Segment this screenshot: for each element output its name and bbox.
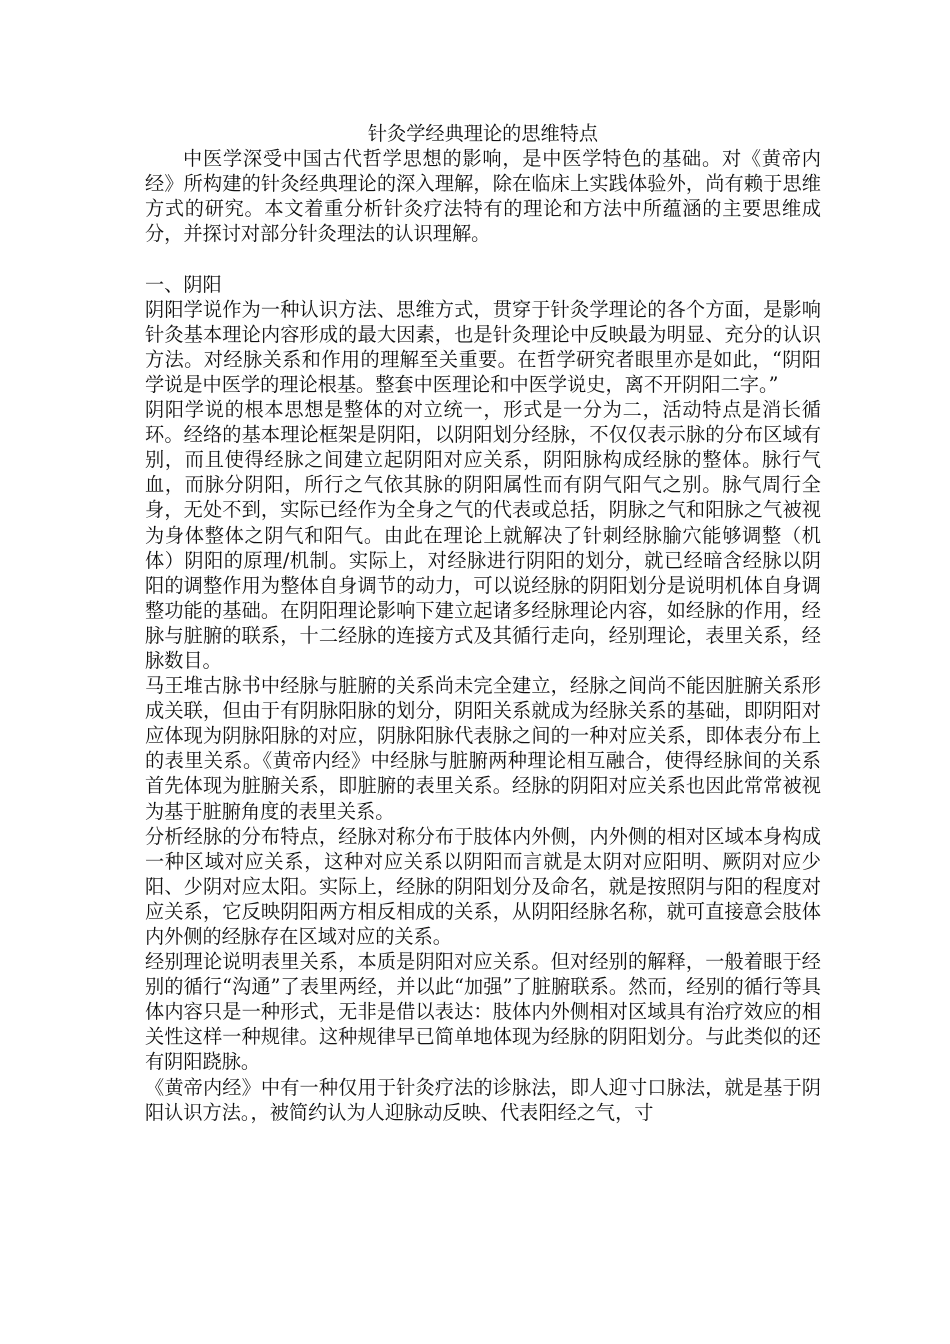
body-paragraph: 阴阳学说作为一种认识方法、思维方式，贯穿于针灸学理论的各个方面，是影响针灸基本理论内容形成的最大因素，也是针灸理论中反映最为明显、充分的认识方法。对经脉关系和作用的理解至关重要。在哲学研究者眼里亦是如此，“阴阳学说是中医学的理论根基。整套中医理论和中医学说史，离不开阴阳二字。”	[145, 297, 821, 396]
body-paragraph: 《黄帝内经》中有一种仅用于针灸疗法的诊脉法，即人迎寸口脉法，就是基于阴阳认识方法。，被简约认为人迎脉动反映、代表阳经之气，寸	[145, 1075, 821, 1124]
blank-line	[145, 246, 821, 271]
body-paragraph: 马王堆古脉书中经脉与脏腑的关系尚未完全建立，经脉之间尚不能因脏腑关系形成关联，但由于有阴脉阳脉的划分，阴阳关系就成为经脉关系的基础，即阴阳对应体现为阴脉阳脉的对应，阴脉阳脉代表脉之间的一种对应关系，即体表分布上的表里关系。《黄帝内经》中经脉与脏腑两种理论相互融合，使得经脉间的关系首先体现为脏腑关系，即脏腑的表里关系。经脉的阴阳对应关系也因此常常被视为基于脏腑角度的表里关系。	[145, 674, 821, 823]
document-title: 针灸学经典理论的思维特点	[367, 122, 599, 145]
section-heading: 一、阴阳	[145, 272, 222, 296]
body-paragraph: 阴阳学说的根本思想是整体的对立统一，形式是一分为二，活动特点是消长循环。经络的基本理论框架是阴阳，以阴阳划分经脉，不仅仅表示脉的分布区域有别，而且使得经脉之间建立起阴阳对应关系，阴阳脉构成经脉的整体。脉行气血，而脉分阴阳，所行之气依其脉的阴阳属性而有阴气阳气之别。脉气周行全身，无处不到，实际已经作为全身之气的代表或总括，阴脉之气和阳脉之气被视为身体整体之阴气和阳气。由此在理论上就解决了针刺经脉腧穴能够调整（机体）阴阳的原理/机制。实际上，对经脉进行阴阳的划分，就已经暗含经脉以阴阳的调整作用为整体自身调节的动力，可以说经脉的阴阳划分是说明机体自身调整功能的基础。在阴阳理论影响下建立起诸多经脉理论内容，如经脉的作用，经脉与脏腑的联系，十二经脉的连接方式及其循行走向，经别理论，表里关系，经脉数目。	[145, 398, 821, 672]
body-paragraph: 经别理论说明表里关系，本质是阴阳对应关系。但对经别的解释，一般着眼于经别的循行“沟通”了表里两经，并以此“加强”了脏腑联系。然而，经别的循行等具体内容只是一种形式，无非是借以表达：肢体内外侧相对区域具有治疗效应的相关性这样一种规律。这种规律早已简单地体现为经脉的阴阳划分。与此类似的还有阴阳跷脉。	[145, 950, 821, 1074]
document-page	[145, 121, 821, 1125]
body-paragraph: 分析经脉的分布特点，经脉对称分布于肢体内外侧，内外侧的相对区域本身构成一种区域对应关系，这种对应关系以阴阳而言就是太阴对应阳明、厥阴对应少阳、少阴对应太阳。实际上，经脉的阴阳划分及命名，就是按照阴与阳的程度对应关系，它反映阴阳两方相反相成的关系，从阴阳经脉名称，就可直接意会肢体内外侧的经脉存在区域对应的关系。	[145, 824, 821, 948]
intro-paragraph: 中医学深受中国古代哲学思想的影响，是中医学特色的基础。对《黄帝内经》所构建的针灸经典理论的深入理解，除在临床上实践体验外，尚有赖于思维方式的研究。本文着重分析针灸疗法特有的理论和方法中所蕴涵的主要思维成分，并探讨对部分针灸理法的认识理解。	[145, 147, 821, 246]
